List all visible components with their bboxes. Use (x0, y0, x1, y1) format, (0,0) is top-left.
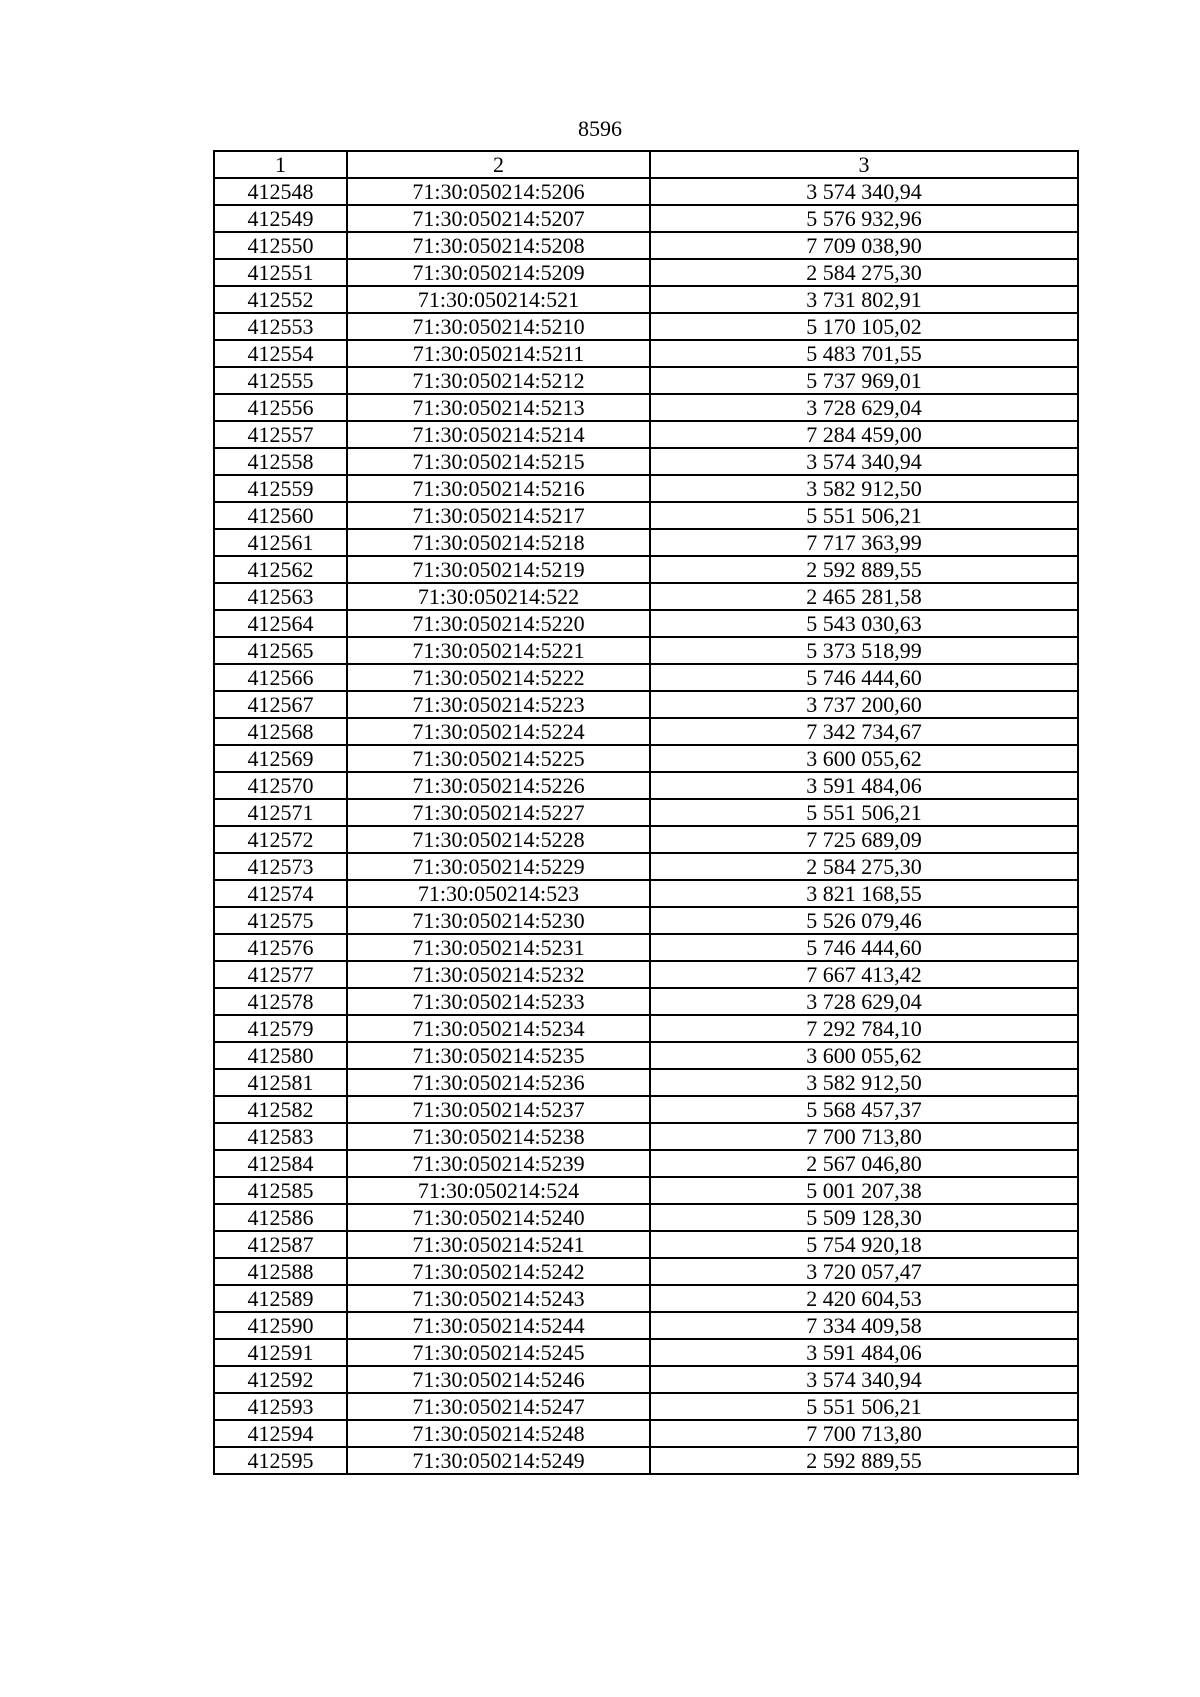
row-number-cell: 412554 (214, 340, 347, 367)
table-row (214, 394, 1078, 421)
table-row (214, 745, 1078, 772)
table-row (214, 1015, 1078, 1042)
cadastral-number-cell: 71:30:050214:5240 (347, 1204, 650, 1231)
table-row (214, 691, 1078, 718)
row-number-cell: 412588 (214, 1258, 347, 1285)
cadastral-number-cell: 71:30:050214:5213 (347, 394, 650, 421)
row-number-cell: 412570 (214, 772, 347, 799)
value-cell: 5 746 444,60 (650, 934, 1078, 961)
cadastral-number-cell: 71:30:050214:5247 (347, 1393, 650, 1420)
cadastral-number-cell: 71:30:050214:5244 (347, 1312, 650, 1339)
row-number-cell: 412595 (214, 1447, 347, 1474)
table-row (214, 1312, 1078, 1339)
table-row (214, 1285, 1078, 1312)
cadastral-number-cell: 71:30:050214:5230 (347, 907, 650, 934)
table-row (214, 340, 1078, 367)
table-row (214, 718, 1078, 745)
table-row (214, 961, 1078, 988)
table-row (214, 664, 1078, 691)
value-cell: 3 737 200,60 (650, 691, 1078, 718)
header-cell-3: 3 (650, 151, 1078, 178)
row-number-cell: 412557 (214, 421, 347, 448)
value-cell: 2 567 046,80 (650, 1150, 1078, 1177)
row-number-cell: 412561 (214, 529, 347, 556)
cadastral-number-cell: 71:30:050214:5223 (347, 691, 650, 718)
table-row (214, 556, 1078, 583)
table-row (214, 637, 1078, 664)
cadastral-number-cell: 71:30:050214:5236 (347, 1069, 650, 1096)
value-cell: 7 292 784,10 (650, 1015, 1078, 1042)
table-row (214, 1447, 1078, 1474)
value-cell: 3 591 484,06 (650, 772, 1078, 799)
row-number-cell: 412593 (214, 1393, 347, 1420)
row-number-cell: 412556 (214, 394, 347, 421)
value-cell: 2 584 275,30 (650, 259, 1078, 286)
cadastral-number-cell: 71:30:050214:5242 (347, 1258, 650, 1285)
table-row (214, 853, 1078, 880)
header-row (214, 151, 1078, 178)
row-number-cell: 412581 (214, 1069, 347, 1096)
row-number-cell: 412589 (214, 1285, 347, 1312)
value-cell: 5 551 506,21 (650, 1393, 1078, 1420)
table-row (214, 610, 1078, 637)
value-cell: 5 526 079,46 (650, 907, 1078, 934)
row-number-cell: 412584 (214, 1150, 347, 1177)
table-row (214, 1123, 1078, 1150)
cadastral-number-cell: 71:30:050214:5229 (347, 853, 650, 880)
value-cell: 2 592 889,55 (650, 1447, 1078, 1474)
value-cell: 2 420 604,53 (650, 1285, 1078, 1312)
table-row (214, 1339, 1078, 1366)
cadastral-number-cell: 71:30:050214:5208 (347, 232, 650, 259)
table-row (214, 1069, 1078, 1096)
cadastral-number-cell: 71:30:050214:5215 (347, 448, 650, 475)
row-number-cell: 412583 (214, 1123, 347, 1150)
value-cell: 5 373 518,99 (650, 637, 1078, 664)
cadastral-number-cell: 71:30:050214:5233 (347, 988, 650, 1015)
table-row (214, 1096, 1078, 1123)
row-number-cell: 412573 (214, 853, 347, 880)
value-cell: 5 551 506,21 (650, 799, 1078, 826)
value-cell: 3 728 629,04 (650, 988, 1078, 1015)
cadastral-number-cell: 71:30:050214:5235 (347, 1042, 650, 1069)
value-cell: 5 509 128,30 (650, 1204, 1078, 1231)
header-cell-2: 2 (347, 151, 650, 178)
table-row (214, 259, 1078, 286)
value-cell: 3 582 912,50 (650, 475, 1078, 502)
value-cell: 7 709 038,90 (650, 232, 1078, 259)
table-row (214, 502, 1078, 529)
row-number-cell: 412576 (214, 934, 347, 961)
table-row (214, 1258, 1078, 1285)
table-row (214, 907, 1078, 934)
row-number-cell: 412548 (214, 178, 347, 205)
value-cell: 3 728 629,04 (650, 394, 1078, 421)
value-cell: 3 720 057,47 (650, 1258, 1078, 1285)
cadastral-number-cell: 71:30:050214:5227 (347, 799, 650, 826)
row-number-cell: 412582 (214, 1096, 347, 1123)
row-number-cell: 412552 (214, 286, 347, 313)
table-row (214, 1177, 1078, 1204)
table-row (214, 313, 1078, 340)
cadastral-number-cell: 71:30:050214:522 (347, 583, 650, 610)
cadastral-number-cell: 71:30:050214:5232 (347, 961, 650, 988)
table-row (214, 1231, 1078, 1258)
cadastral-number-cell: 71:30:050214:5216 (347, 475, 650, 502)
value-cell: 7 284 459,00 (650, 421, 1078, 448)
table-row (214, 826, 1078, 853)
row-number-cell: 412549 (214, 205, 347, 232)
row-number-cell: 412591 (214, 1339, 347, 1366)
value-cell: 5 483 701,55 (650, 340, 1078, 367)
value-cell: 3 591 484,06 (650, 1339, 1078, 1366)
value-cell: 5 543 030,63 (650, 610, 1078, 637)
row-number-cell: 412574 (214, 880, 347, 907)
table-row (214, 799, 1078, 826)
row-number-cell: 412571 (214, 799, 347, 826)
cadastral-number-cell: 71:30:050214:5224 (347, 718, 650, 745)
cadastral-number-cell: 71:30:050214:5207 (347, 205, 650, 232)
row-number-cell: 412587 (214, 1231, 347, 1258)
cadastral-number-cell: 71:30:050214:5209 (347, 259, 650, 286)
table-row (214, 583, 1078, 610)
table-row (214, 205, 1078, 232)
value-cell: 7 725 689,09 (650, 826, 1078, 853)
cadastral-number-cell: 71:30:050214:5248 (347, 1420, 650, 1447)
value-cell: 5 568 457,37 (650, 1096, 1078, 1123)
value-cell: 3 582 912,50 (650, 1069, 1078, 1096)
row-number-cell: 412569 (214, 745, 347, 772)
table-body (214, 178, 1078, 1474)
value-cell: 3 600 055,62 (650, 745, 1078, 772)
cadastral-number-cell: 71:30:050214:5238 (347, 1123, 650, 1150)
table-row (214, 1204, 1078, 1231)
row-number-cell: 412550 (214, 232, 347, 259)
value-cell: 2 592 889,55 (650, 556, 1078, 583)
value-cell: 5 746 444,60 (650, 664, 1078, 691)
row-number-cell: 412559 (214, 475, 347, 502)
table-row (214, 529, 1078, 556)
value-cell: 5 001 207,38 (650, 1177, 1078, 1204)
cadastral-number-cell: 71:30:050214:5214 (347, 421, 650, 448)
row-number-cell: 412579 (214, 1015, 347, 1042)
registry-table (213, 150, 1079, 1475)
value-cell: 3 574 340,94 (650, 178, 1078, 205)
value-cell: 5 576 932,96 (650, 205, 1078, 232)
table-row (214, 1420, 1078, 1447)
table-row (214, 1393, 1078, 1420)
row-number-cell: 412577 (214, 961, 347, 988)
value-cell: 3 731 802,91 (650, 286, 1078, 313)
cadastral-number-cell: 71:30:050214:524 (347, 1177, 650, 1204)
cadastral-number-cell: 71:30:050214:521 (347, 286, 650, 313)
cadastral-number-cell: 71:30:050214:5211 (347, 340, 650, 367)
cadastral-number-cell: 71:30:050214:5206 (347, 178, 650, 205)
table-row (214, 286, 1078, 313)
cadastral-number-cell: 71:30:050214:5219 (347, 556, 650, 583)
cadastral-number-cell: 71:30:050214:5241 (347, 1231, 650, 1258)
table-row (214, 475, 1078, 502)
cadastral-number-cell: 71:30:050214:5218 (347, 529, 650, 556)
row-number-cell: 412568 (214, 718, 347, 745)
value-cell: 7 667 413,42 (650, 961, 1078, 988)
table-row (214, 448, 1078, 475)
cadastral-number-cell: 71:30:050214:5239 (347, 1150, 650, 1177)
row-number-cell: 412560 (214, 502, 347, 529)
row-number-cell: 412594 (214, 1420, 347, 1447)
cadastral-number-cell: 71:30:050214:5228 (347, 826, 650, 853)
row-number-cell: 412566 (214, 664, 347, 691)
value-cell: 7 717 363,99 (650, 529, 1078, 556)
row-number-cell: 412585 (214, 1177, 347, 1204)
row-number-cell: 412580 (214, 1042, 347, 1069)
table-row (214, 1042, 1078, 1069)
row-number-cell: 412565 (214, 637, 347, 664)
value-cell: 5 551 506,21 (650, 502, 1078, 529)
cadastral-number-cell: 71:30:050214:523 (347, 880, 650, 907)
header-cell-1: 1 (214, 151, 347, 178)
value-cell: 5 754 920,18 (650, 1231, 1078, 1258)
table-row (214, 421, 1078, 448)
cadastral-number-cell: 71:30:050214:5234 (347, 1015, 650, 1042)
table-row (214, 880, 1078, 907)
cadastral-number-cell: 71:30:050214:5210 (347, 313, 650, 340)
value-cell: 5 737 969,01 (650, 367, 1078, 394)
row-number-cell: 412555 (214, 367, 347, 394)
row-number-cell: 412553 (214, 313, 347, 340)
page-number: 8596 (578, 116, 622, 141)
table-row (214, 934, 1078, 961)
value-cell: 2 584 275,30 (650, 853, 1078, 880)
value-cell: 3 574 340,94 (650, 1366, 1078, 1393)
table-row (214, 1150, 1078, 1177)
cadastral-number-cell: 71:30:050214:5220 (347, 610, 650, 637)
value-cell: 5 170 105,02 (650, 313, 1078, 340)
row-number-cell: 412592 (214, 1366, 347, 1393)
value-cell: 7 700 713,80 (650, 1123, 1078, 1150)
cadastral-number-cell: 71:30:050214:5212 (347, 367, 650, 394)
row-number-cell: 412567 (214, 691, 347, 718)
row-number-cell: 412551 (214, 259, 347, 286)
cadastral-number-cell: 71:30:050214:5249 (347, 1447, 650, 1474)
table-row (214, 367, 1078, 394)
value-cell: 3 574 340,94 (650, 448, 1078, 475)
table-header (214, 151, 1078, 178)
cadastral-number-cell: 71:30:050214:5225 (347, 745, 650, 772)
row-number-cell: 412575 (214, 907, 347, 934)
cadastral-number-cell: 71:30:050214:5231 (347, 934, 650, 961)
cadastral-number-cell: 71:30:050214:5246 (347, 1366, 650, 1393)
cadastral-number-cell: 71:30:050214:5222 (347, 664, 650, 691)
cadastral-number-cell: 71:30:050214:5243 (347, 1285, 650, 1312)
row-number-cell: 412590 (214, 1312, 347, 1339)
row-number-cell: 412586 (214, 1204, 347, 1231)
table-row (214, 232, 1078, 259)
row-number-cell: 412563 (214, 583, 347, 610)
table-row (214, 1366, 1078, 1393)
value-cell: 3 821 168,55 (650, 880, 1078, 907)
cadastral-number-cell: 71:30:050214:5221 (347, 637, 650, 664)
cadastral-number-cell: 71:30:050214:5245 (347, 1339, 650, 1366)
table-row (214, 178, 1078, 205)
table-row (214, 988, 1078, 1015)
value-cell: 3 600 055,62 (650, 1042, 1078, 1069)
cadastral-number-cell: 71:30:050214:5217 (347, 502, 650, 529)
value-cell: 7 700 713,80 (650, 1420, 1078, 1447)
value-cell: 7 342 734,67 (650, 718, 1078, 745)
cadastral-number-cell: 71:30:050214:5237 (347, 1096, 650, 1123)
cadastral-number-cell: 71:30:050214:5226 (347, 772, 650, 799)
row-number-cell: 412562 (214, 556, 347, 583)
value-cell: 2 465 281,58 (650, 583, 1078, 610)
row-number-cell: 412578 (214, 988, 347, 1015)
row-number-cell: 412564 (214, 610, 347, 637)
value-cell: 7 334 409,58 (650, 1312, 1078, 1339)
row-number-cell: 412558 (214, 448, 347, 475)
row-number-cell: 412572 (214, 826, 347, 853)
table-row (214, 772, 1078, 799)
